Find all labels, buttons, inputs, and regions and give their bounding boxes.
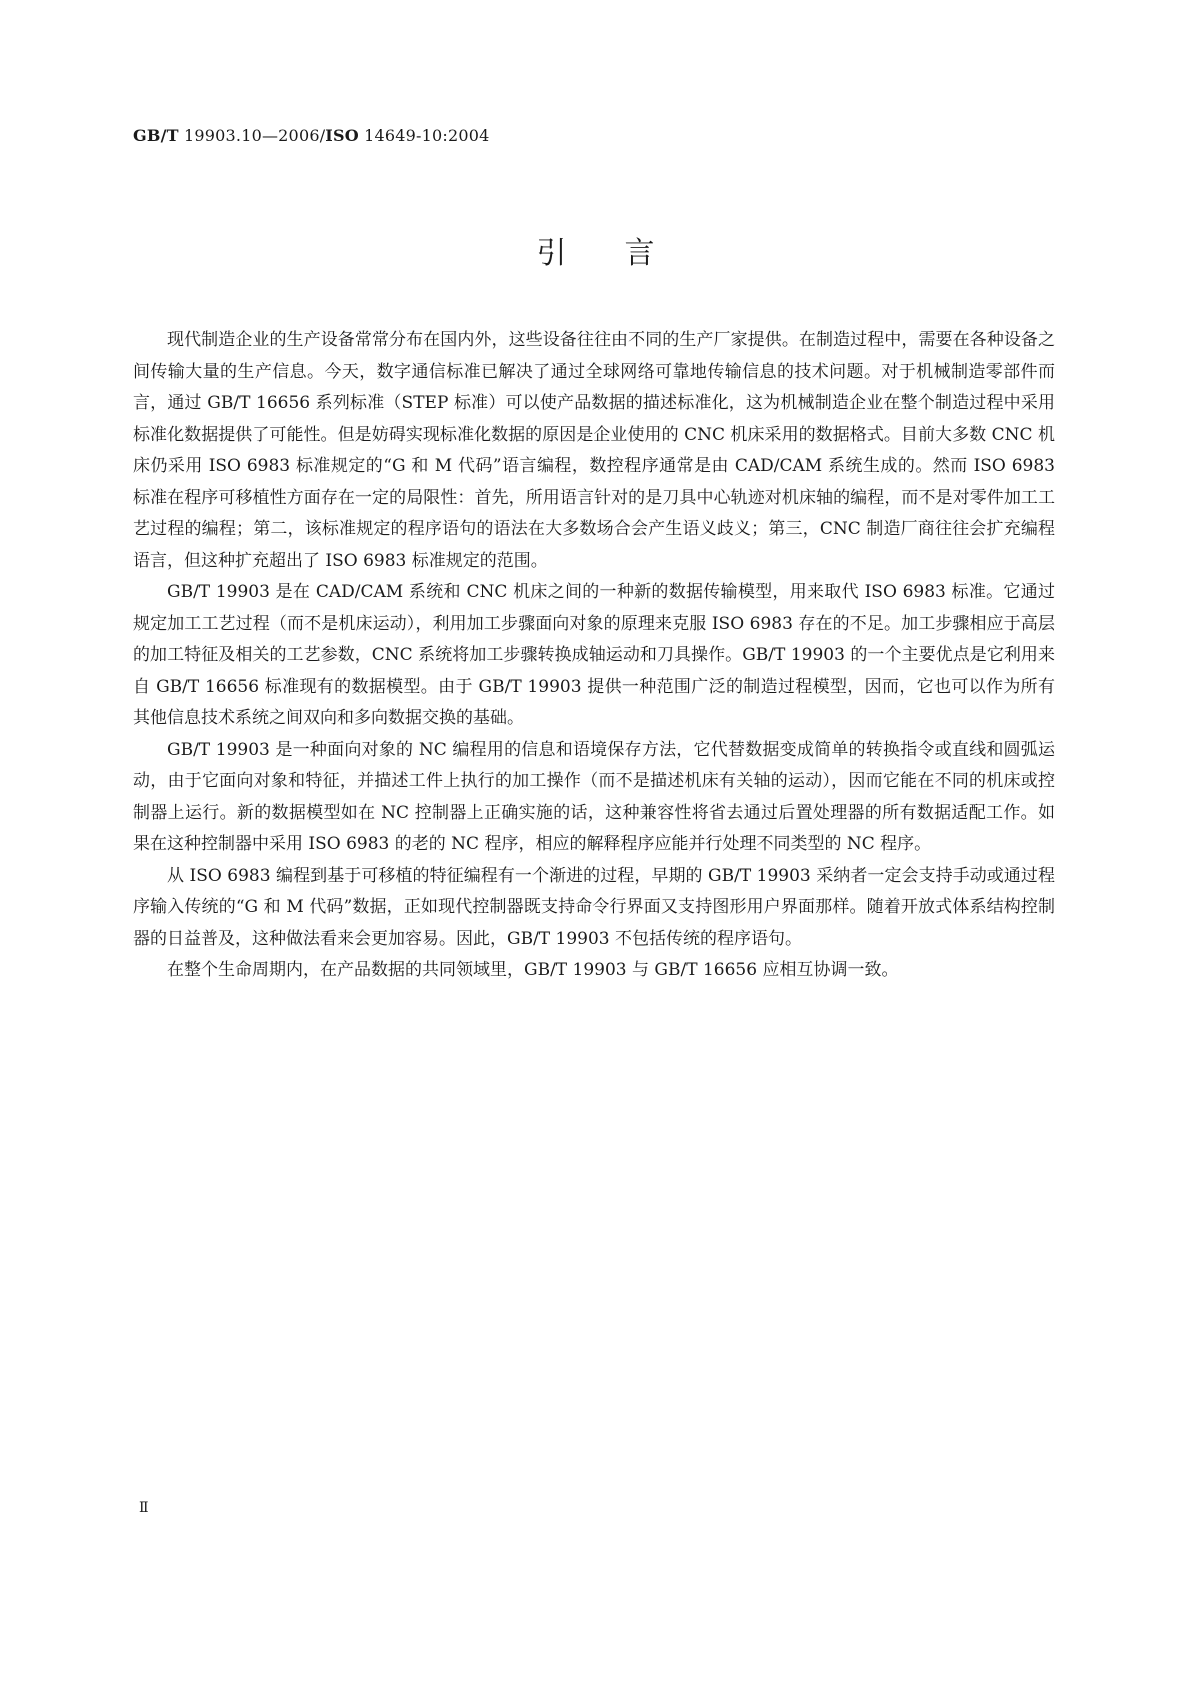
page-number: Ⅱ	[139, 1500, 149, 1516]
standard-number: 19903.10—2006/	[178, 126, 326, 145]
page-title: 引言	[536, 236, 713, 271]
paragraph-4: 从 ISO 6983 编程到基于可移植的特征编程有一个渐进的过程，早期的 GB/T 19903 采纳者一定会支持手动或通过程序输入传统的“G 和 M 代码”数据，正如现代控制器既支持命令行界面又支持图形用户界面那样。随着开放式体系结构控制器的日益普及，这种做法看来会更加容易。因此，GB/T 19903 不包括传统的程序语句。	[133, 865, 1055, 949]
paragraph-3: GB/T 19903 是一种面向对象的 NC 编程用的信息和语境保存方法，它代替数据变成简单的转换指令或直线和圆弧运动，由于它面向对象和特征，并描述工件上执行的加工操作（而不是描述机床有关轴的运动），因而它能在不同的机床或控制器上运行。新的数据模型如在 NC 控制器上正确实施的话，这种兼容性将省去通过后置处理器的所有数据适配工作。如果在这种控制器中采用 ISO 6983 的老的 NC 程序，相应的解释程序应能并行处理不同类型的 NC 程序。	[133, 739, 1055, 854]
paragraph-5: 在整个生命周期内，在产品数据的共同领域里，GB/T 19903 与 GB/T 16656 应相互协调一致。	[167, 960, 899, 980]
standard-prefix: GB/T	[133, 126, 179, 145]
standard-header	[133, 126, 490, 145]
paragraph-2: GB/T 19903 是在 CAD/CAM 系统和 CNC 机床之间的一种新的数据传输模型，用来取代 ISO 6983 标准。它通过规定加工工艺过程（而不是机床运动），利用加工步骤面向对象的原理来克服 ISO 6983 存在的不足。加工步骤相应于高层的加工特征及相关的工艺参数，CNC 系统将加工步骤转换成轴运动和刀具操作。GB/T 19903 的一个主要优点是它利用来自 GB/T 16656 标准现有的数据模型。由于 GB/T 19903 提供一种范围广泛的制造过程模型，因而，它也可以作为所有其他信息技术系统之间双向和多向数据交换的基础。	[133, 582, 1055, 728]
iso-number: 14649-10:2004	[358, 126, 490, 145]
iso-prefix: ISO	[325, 126, 359, 145]
paragraph-1: 现代制造企业的生产设备常常分布在国内外，这些设备往往由不同的生产厂家提供。在制造过程中，需要在各种设备之间传输大量的生产信息。今天，数字通信标准已解决了通过全球网络可靠地传输信息的技术问题。对于机械制造零部件而言，通过 GB/T 16656 系列标准（STEP 标准）可以使产品数据的描述标准化，这为机械制造企业在整个制造过程中采用标准化数据提供了可能性。但是妨碍实现标准化数据的原因是企业使用的 CNC 机床采用的数据格式。目前大多数 CNC 机床仍采用 ISO 6983 标准规定的“G 和 M 代码”语言编程，数控程序通常是由 CAD/CAM 系统生成的。然而 ISO 6983 标准在程序可移植性方面存在一定的局限性：首先，所用语言针对的是刀具中心轨迹对机床轴的编程，而不是对零件加工工艺过程的编程；第二，该标准规定的程序语句的语法在大多数场合会产生语义歧义；第三，CNC 制造厂商往往会扩充编程语言，但这种扩充超出了 ISO 6983 标准规定的范围。	[133, 330, 1055, 571]
body-text	[133, 325, 1055, 987]
